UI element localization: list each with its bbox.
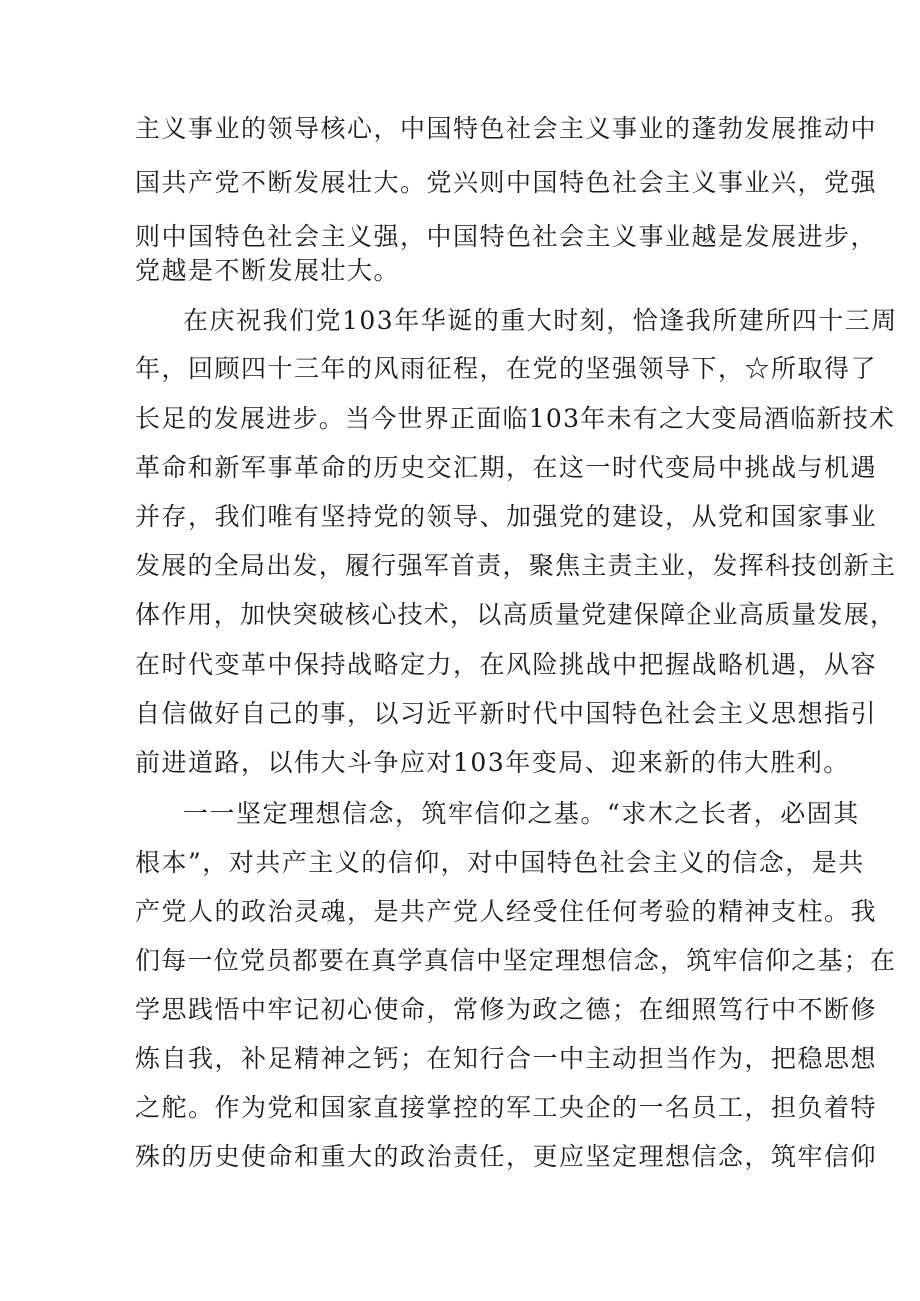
paragraph-3-line-4: 们每一位党员都要在真学真信中坚定理想信念，筑牢信仰之基；在 xyxy=(135,946,897,975)
paragraph-2-line-4: 革命和新军事革命的历史交汇期，在这一时代变局中挑战与机遇 xyxy=(135,453,878,482)
paragraph-2-line-5: 并存，我们唯有坚持党的领导、加强党的建设，从党和国家事业 xyxy=(135,502,878,531)
paragraph-2-line-8: 在时代变革中保持战略定力，在风险挑战中把握战略机遇，从容 xyxy=(135,650,878,679)
paragraph-2-line-6: 发展的全局出发，履行强军首责，聚焦主责主业，发挥科技创新主 xyxy=(135,551,897,580)
paragraph-3-line-6: 炼自我，补足精神之钙；在知行合一中主动担当作为，把稳思想 xyxy=(135,1044,878,1073)
paragraph-2-line-10: 前进道路，以伟大斗争应对103年变局、迎来新的伟大胜利。 xyxy=(135,748,850,777)
paragraph-3-line-5: 学思践悟中牢记初心使命，常修为政之德；在细照笃行中不断修 xyxy=(135,995,878,1024)
paragraph-1-line-2: 国共产党不断发展壮大。党兴则中国特色社会主义事业兴，党强 xyxy=(135,168,878,197)
paragraph-1-line-3: 则中国特色社会主义强，中国特色社会主义事业越是发展进步， xyxy=(135,222,878,251)
paragraph-2-line-9: 自信做好自己的事，以习近平新时代中国特色社会主义思想指引 xyxy=(135,699,878,728)
paragraph-2-line-3: 长足的发展进步。当今世界正面临103年未有之大变局酒临新技术 xyxy=(135,404,896,433)
paragraph-3-line-8: 殊的历史使命和重大的政治责任，更应坚定理想信念，筑牢信仰 xyxy=(135,1142,878,1171)
paragraph-3-line-7: 之舵。作为党和国家直接掌控的军工央企的一名员工，担负着特 xyxy=(135,1093,878,1122)
paragraph-1-line-1: 主义事业的领导核心，中国特色社会主义事业的蓬勃发展推动中 xyxy=(135,114,878,143)
paragraph-1-line-4: 党越是不断发展壮大。 xyxy=(135,256,401,285)
paragraph-2-line-1: 在庆祝我们党103年华诞的重大时刻，恰逢我所建所四十三周 xyxy=(183,306,898,335)
paragraph-3-line-1: 一一坚定理想信念，筑牢信仰之基。“求木之长者，必固其 xyxy=(183,799,860,828)
paragraph-3-line-3: 产党人的政治灵魂，是共产党人经受住任何考验的精神支柱。我 xyxy=(135,897,878,926)
paragraph-3-line-2: 根本”，对共产主义的信仰，对中国特色社会主义的信念，是共 xyxy=(135,848,865,877)
paragraph-2-line-2: 年，回顾四十三年的风雨征程，在党的坚强领导下，☆所取得了 xyxy=(135,354,878,383)
paragraph-2-line-7: 体作用，加快突破核心技术，以高质量党建保障企业高质量发展， xyxy=(135,600,897,629)
